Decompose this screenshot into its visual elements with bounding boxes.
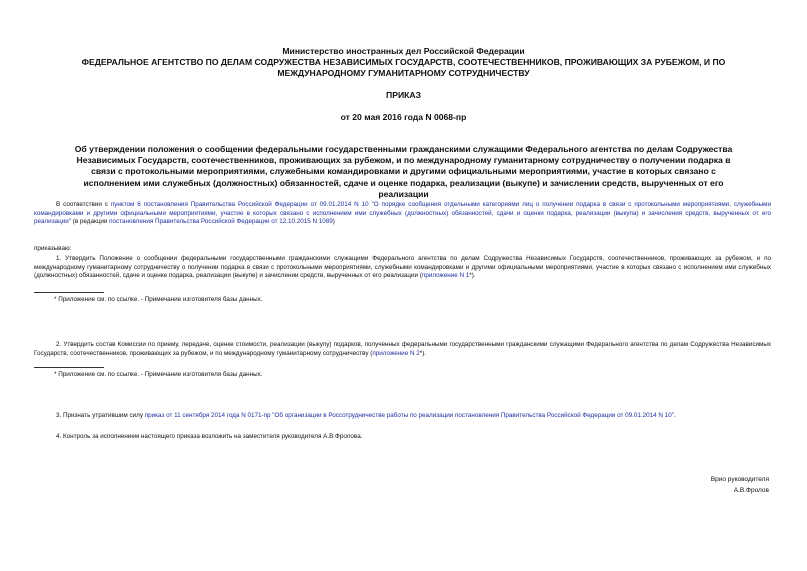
signature-name: А.В.Фролов: [733, 487, 769, 494]
footnote-divider: [34, 367, 104, 368]
document-type: ПРИКАЗ: [386, 90, 421, 100]
footnote-2: * Приложение см. по ссылке. - Примечание изготовителя базы данных.: [54, 371, 263, 378]
order-0171-link[interactable]: приказ от 11 сентября 2014 года N 0171-пр "Об организации в Россотрудничестве работы по реализации постановления Правительства Российской Федерации от 09.01.2014 N 10": [144, 412, 674, 419]
order-item-4: 4. Контроль за исполнением настоящего приказа возложить на заместителя руководителя А.В.Фролова.: [56, 433, 363, 440]
order-item-3: 3. Признать утратившим силу приказ от 11 сентября 2014 года N 0171-пр "Об организации в Россотрудничестве работы по реализации постановления Правительства Российской Федерации от 09.01.2014 N 10".: [56, 412, 676, 419]
agency-title: ФЕДЕРАЛЬНОЕ АГЕНТСТВО ПО ДЕЛАМ СОДРУЖЕСТВА НЕЗАВИСИМЫХ ГОСУДАРСТВ, СООТЕЧЕСТВЕННИКОВ, ПРОЖИВАЮЩИХ ЗА РУБЕЖОМ, И ПО МЕЖДУНАРОДНОМУ ГУМАНИТАРНОМУ СОТРУДНИЧЕСТВУ: [81, 57, 726, 78]
order-word: приказываю:: [34, 245, 72, 252]
signature-role: Врио руководителя: [710, 476, 769, 483]
preamble-link-resolution-10[interactable]: пунктом 6 постановления Правительства Российской Федерации от 09.01.2014 N 10 "О порядке сообщения отдельными категориями лиц о получении подарка в связи с протокольными мероприятиями, служебными командировками и другими официальными мероприятиями, участие в которых связано с исполнением ими служебных (должностных) обязанностей, сдачи и оценки подарка, реализации (выкупа) и зачисления средств, вырученных от его реализации": [34, 201, 772, 226]
order-item-1: 1. Утвердить Положение о сообщении федеральными государственными гражданскими служащими Федерального агентства по делам Содружества Независимых Государств, соотечественников, проживающих за рубежом, и по международному гуманитарному сотрудничеству о получении подарка в связи с протокольными мероприятиями, служебными командировками и другими официальными мероприятиями, участие в которых связано с исполнением ими служебных (должностных) обязанностей, сдаче и оценке подарка, реализации (выкупе) и зачислении средств, вырученных от его реализации (приложение N 1*).: [34, 255, 771, 280]
appendix-1-link[interactable]: приложение N 1: [421, 272, 470, 280]
ministry-title: Министерство иностранных дел Российской Федерации: [282, 46, 525, 56]
document-subject: Об утверждении положения о сообщении федеральными государственными гражданскими служащими Федерального агентства по делам Содружества Независимых Государств, соотечественников, проживающих за рубежом, и по международному гуманитарному сотрудничеству о получении подарка в связи с протокольными мероприятиями, служебными командировками и другими официальными мероприятиями, участие в которых связано с исполнением ими служебных (должностных) обязанностей, сдаче и оценке подарка, реализации (выкупе) и зачислении средств, вырученных от его реализации: [74, 144, 733, 199]
footnote-1: * Приложение см. по ссылке. - Примечание изготовителя базы данных.: [54, 296, 263, 303]
footnote-divider: [34, 292, 104, 293]
preamble-paragraph: В соответствии с пунктом 6 постановления Правительства Российской Федерации от 09.01.2014 N 10 "О порядке сообщения отдельными категориями лиц о получении подарка в связи с протокольными мероприятиями, служебными командировками и другими официальными мероприятиями, участие в которых связано с исполнением ими служебных (должностных) обязанностей, сдачи и оценки подарка, реализации (выкупа) и зачисления средств, вырученных от его реализации" (в редакции постановления Правительства Российской Федерации от 12.10.2015 N 1089): [34, 201, 772, 226]
order-item-2: 2. Утвердить состав Комиссии по приему, передаче, оценке стоимости, реализации (выкупу) подарков, полученных федеральными государственными гражданскими служащими Федерального агентства по делам Содружества Независимых Государств, соотечественников, проживающих за рубежом, и по международному гуманитарному сотрудничеству (приложение N 2*).: [34, 341, 771, 357]
appendix-2-link[interactable]: приложение N 2: [372, 349, 420, 357]
document-date-number: от 20 мая 2016 года N 0068-пр: [340, 112, 467, 122]
preamble-link-resolution-1089[interactable]: постановления Правительства Российской Федерации от 12.10.2015 N 1089: [109, 218, 333, 226]
